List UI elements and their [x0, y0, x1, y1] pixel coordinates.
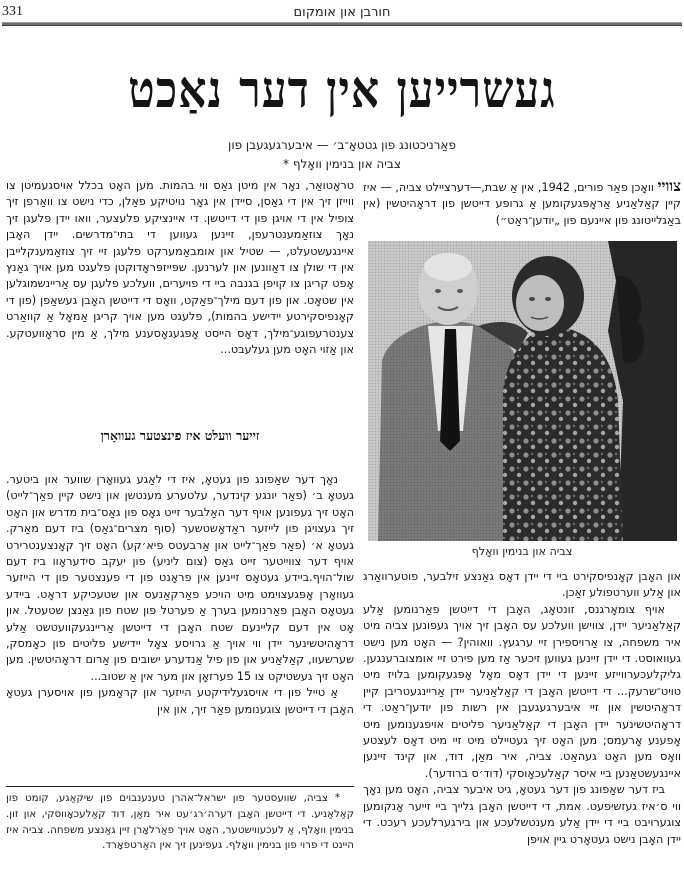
footnote-divider [6, 786, 354, 787]
paragraph: און האָבן קאָנפיסקירט ביי די יידן דאָס גאַנצע זילבער, פוטערוואַרג און אַלע ווערטפולע זאַכן. [363, 570, 681, 600]
paragraph: נאָך דער שאַפונג פון געטאָ, איז די לאַגע געוואָרן שווער און ביטער. געטאָ ב׳ (פאַר יונגע קינדער, עלטערע מענטשן און נישט קיין פאַך־לייט) האָט זיך געפונען אויף דער האַלבער זייט גאָס פון גאַס־בית מדרש און האָט זיך געצויגן פון לייזער ראַדאָשטשער (סוף מצרים־גאַס) ביז דעם מאַרק. געטאָ א׳ (פאַר פאַך־לייט און אַרבעטס פיא׳קע) האָט זיך קאָנצענטרירט אויף דער צווייטער זייט גאַס (צום ליניע) פון יעקב סידעראָוו ביז דעם שול־הויף.ביידע געטאָס זיינען אין פראָנט פון די פענצטער פון די הייזער געוואָרן אָפּגעצוימט מיט הויכע פאַרקאַנעס און שטעכיקע דראָט. ביידע געטאָס האָבן פאַרנומען בערך אַ פערטל פון שטח פון גאַנצן שטעטל. און אָט אין דעם קליינעם שטח האָבן די דייטשן אַריינגעקוועטשט אַלע דראָהיטשינער יידן ווי אויך אַ גרויסע צאָל יידישע פליטים פון כאָמסק, שערשעוו, קאַלאַניע און פון פיל אַנדערע ישובים פון אַרום דראָהיטשין. מען האָט זיך געשטיקט צו 15 פערזאָן און מער אין אַ שטוב... [6, 473, 354, 683]
right-column-bottom [363, 569, 681, 848]
footnote: * צביה, שוועסטער פון ישראל־אהרן טענענבוים פון שיקאַגע, קומט פון קאַלאַניע. די דייטשן האָבן דערה׳רג׳עט איר מאַן, דוד קאַלעכאָווסקי, און זון. בנימין וואָלף, אַ לעכעווישטער, האָט אויך פאַרלאָרן זיין גאַנצע משפחה. צביה איז היינט די פרוי פון בנימין וואָלף. געפינען זיך אין האַרטפאָרד. [6, 792, 354, 852]
section-heading: זייער וועלט איז פינצטער געוואָרן [100, 428, 260, 443]
byline-authors: צביה און בנימין וואָלף * [283, 157, 401, 171]
byline-subtitle: פאַרניכטונג פון גטטאָ־ב׳ — איבערגעגעבן פון [228, 138, 456, 152]
left-column-top [6, 178, 354, 358]
right-column-top [363, 178, 681, 229]
opening-paragraph [363, 178, 681, 229]
photo-image [368, 241, 677, 541]
running-head [0, 4, 684, 24]
left-column-bottom [6, 472, 354, 718]
page-number: 331 [2, 4, 23, 19]
portrait-photo [368, 241, 677, 541]
paragraph: אויף צומאָרגנס, זונטאָג, האָבן די דייטשן פאַרנומען אַלע קאַלאַניער יידן, צווישן וועלכע עס האָבן זיך אויך געפונען צביה מיט איר משפחה, צו אַרויספירן זיי ערגעץ. וואוהין? — האָט מען נישט געוואוסט. די יידן זיינען געווען זיכער אַז מען פירט זיי אומצוברענגען. גליקלעכערווייזע זיינען די יידן דאָס מאָל אָפּגעקומען בלויז מיט טויט־שרעק... די דייטשן האָבן די קאַלאַניער יידן אַריינגעטריבן קיין דראָהיטשין און זיי איבערגעגעבן אין רשות פון יודען־ראַט. די דראָהיטשינער יידן האָבן די קאַלאַניער פליטים אויפגענומען מיט אָפענע אָרעמס; מען האָט זיך געטיילט מיט זיי מיט דאָס לעצטע וואָס מען האָט געהאַט. צביה, איר מאַן, דוד, און קינד זיינען איינגעשטאַנען ביי איסר קאַלעכאָוסקי (דוד׳ס ברודער). [363, 602, 681, 780]
opening-paragraph-text: וואָכן פאַר פורים, 1942, אין אַ שבת,—דערציילט צביה, — איז קיין קאַלאַניע אַראָפּגעקומען אַ גרופּע דייטשן פון דראָהיטשין (אין באַגלייטונג פון איינעם פון „יודען־ראַט״) [363, 181, 681, 227]
header-rule-divider [2, 22, 682, 26]
paragraph: טראָטואַר, נאָר אין מיטן גאַס ווי בהמות. מען האָט בכלל אויסגעמיטן צו ווייזן זיך אין די גאַסן, סיידן אין גאָר נויטיקע פאַלן, כדי נישט צו וואַרפן זיך צופיל אין די אויגן פון די דייטשן. די איינציקע פלעצער, וואו יידן פלעגן זיך נאָך צוזאַמענטרעפן, זיינען געווען די בתי־מדרשים. יידן האָבן איינגעשטעלט, — שטיל און אומבאַמערקט פלעגן זיי זיך צוזאַמענקלייבן אין די שולן צו דאַוונען און לערנען. שפּייזפּראָדוקטן פלעגט מען אויך גאַנץ אָפט קריגן צו קויפן בגנבה ביי די פויערים, וועלכע פלעגן עס אַריינשמוגלען אין שטאָט. און פון דעם מילך־פּאַקט, וואָס די דייטשן האָבן געשאַפן (פון די קאָנפיסקירטע יידישע בהמות), פלעגט מען אויך קריגן אַמאָל אַ קוואַרט צענטרעפוגע־מילך, דאָס הייסט אָפּגעגאָסענע מילך, אַ מין סראָוועטקע. און אַזוי האָט מען געלעבט... [6, 179, 354, 357]
paragraph: ביז דער שאַפונג פון דער געטאָ, גיט איבער צביה, האָט מען נאָך ווי ס׳איז געזשיפעט. אמת, די דייטשן האָבן גלייך ביי זייער אָנקומען צוגערויבט ביי די יידן אַלע מענטשלעכע און בירגערלעכע רעכט. די יידן האָבן נישט געטאָרט גיין אויפן [363, 783, 681, 846]
article-title: געשרייען אין דער נאַכט [128, 61, 556, 120]
byline [0, 136, 684, 174]
lead-word: צוויי [657, 177, 681, 195]
book-title: חורבן און אומקום [293, 5, 391, 20]
paragraph: אַ טייל פון די אויסגעלידיקטע הייזער און קראָמען פון אויסערן געטאָ האָבן די דייטשן צוגענומען פאַר זיך, און אין [6, 686, 354, 716]
photo-caption: צביה און בנימין וואָלף [471, 545, 573, 558]
